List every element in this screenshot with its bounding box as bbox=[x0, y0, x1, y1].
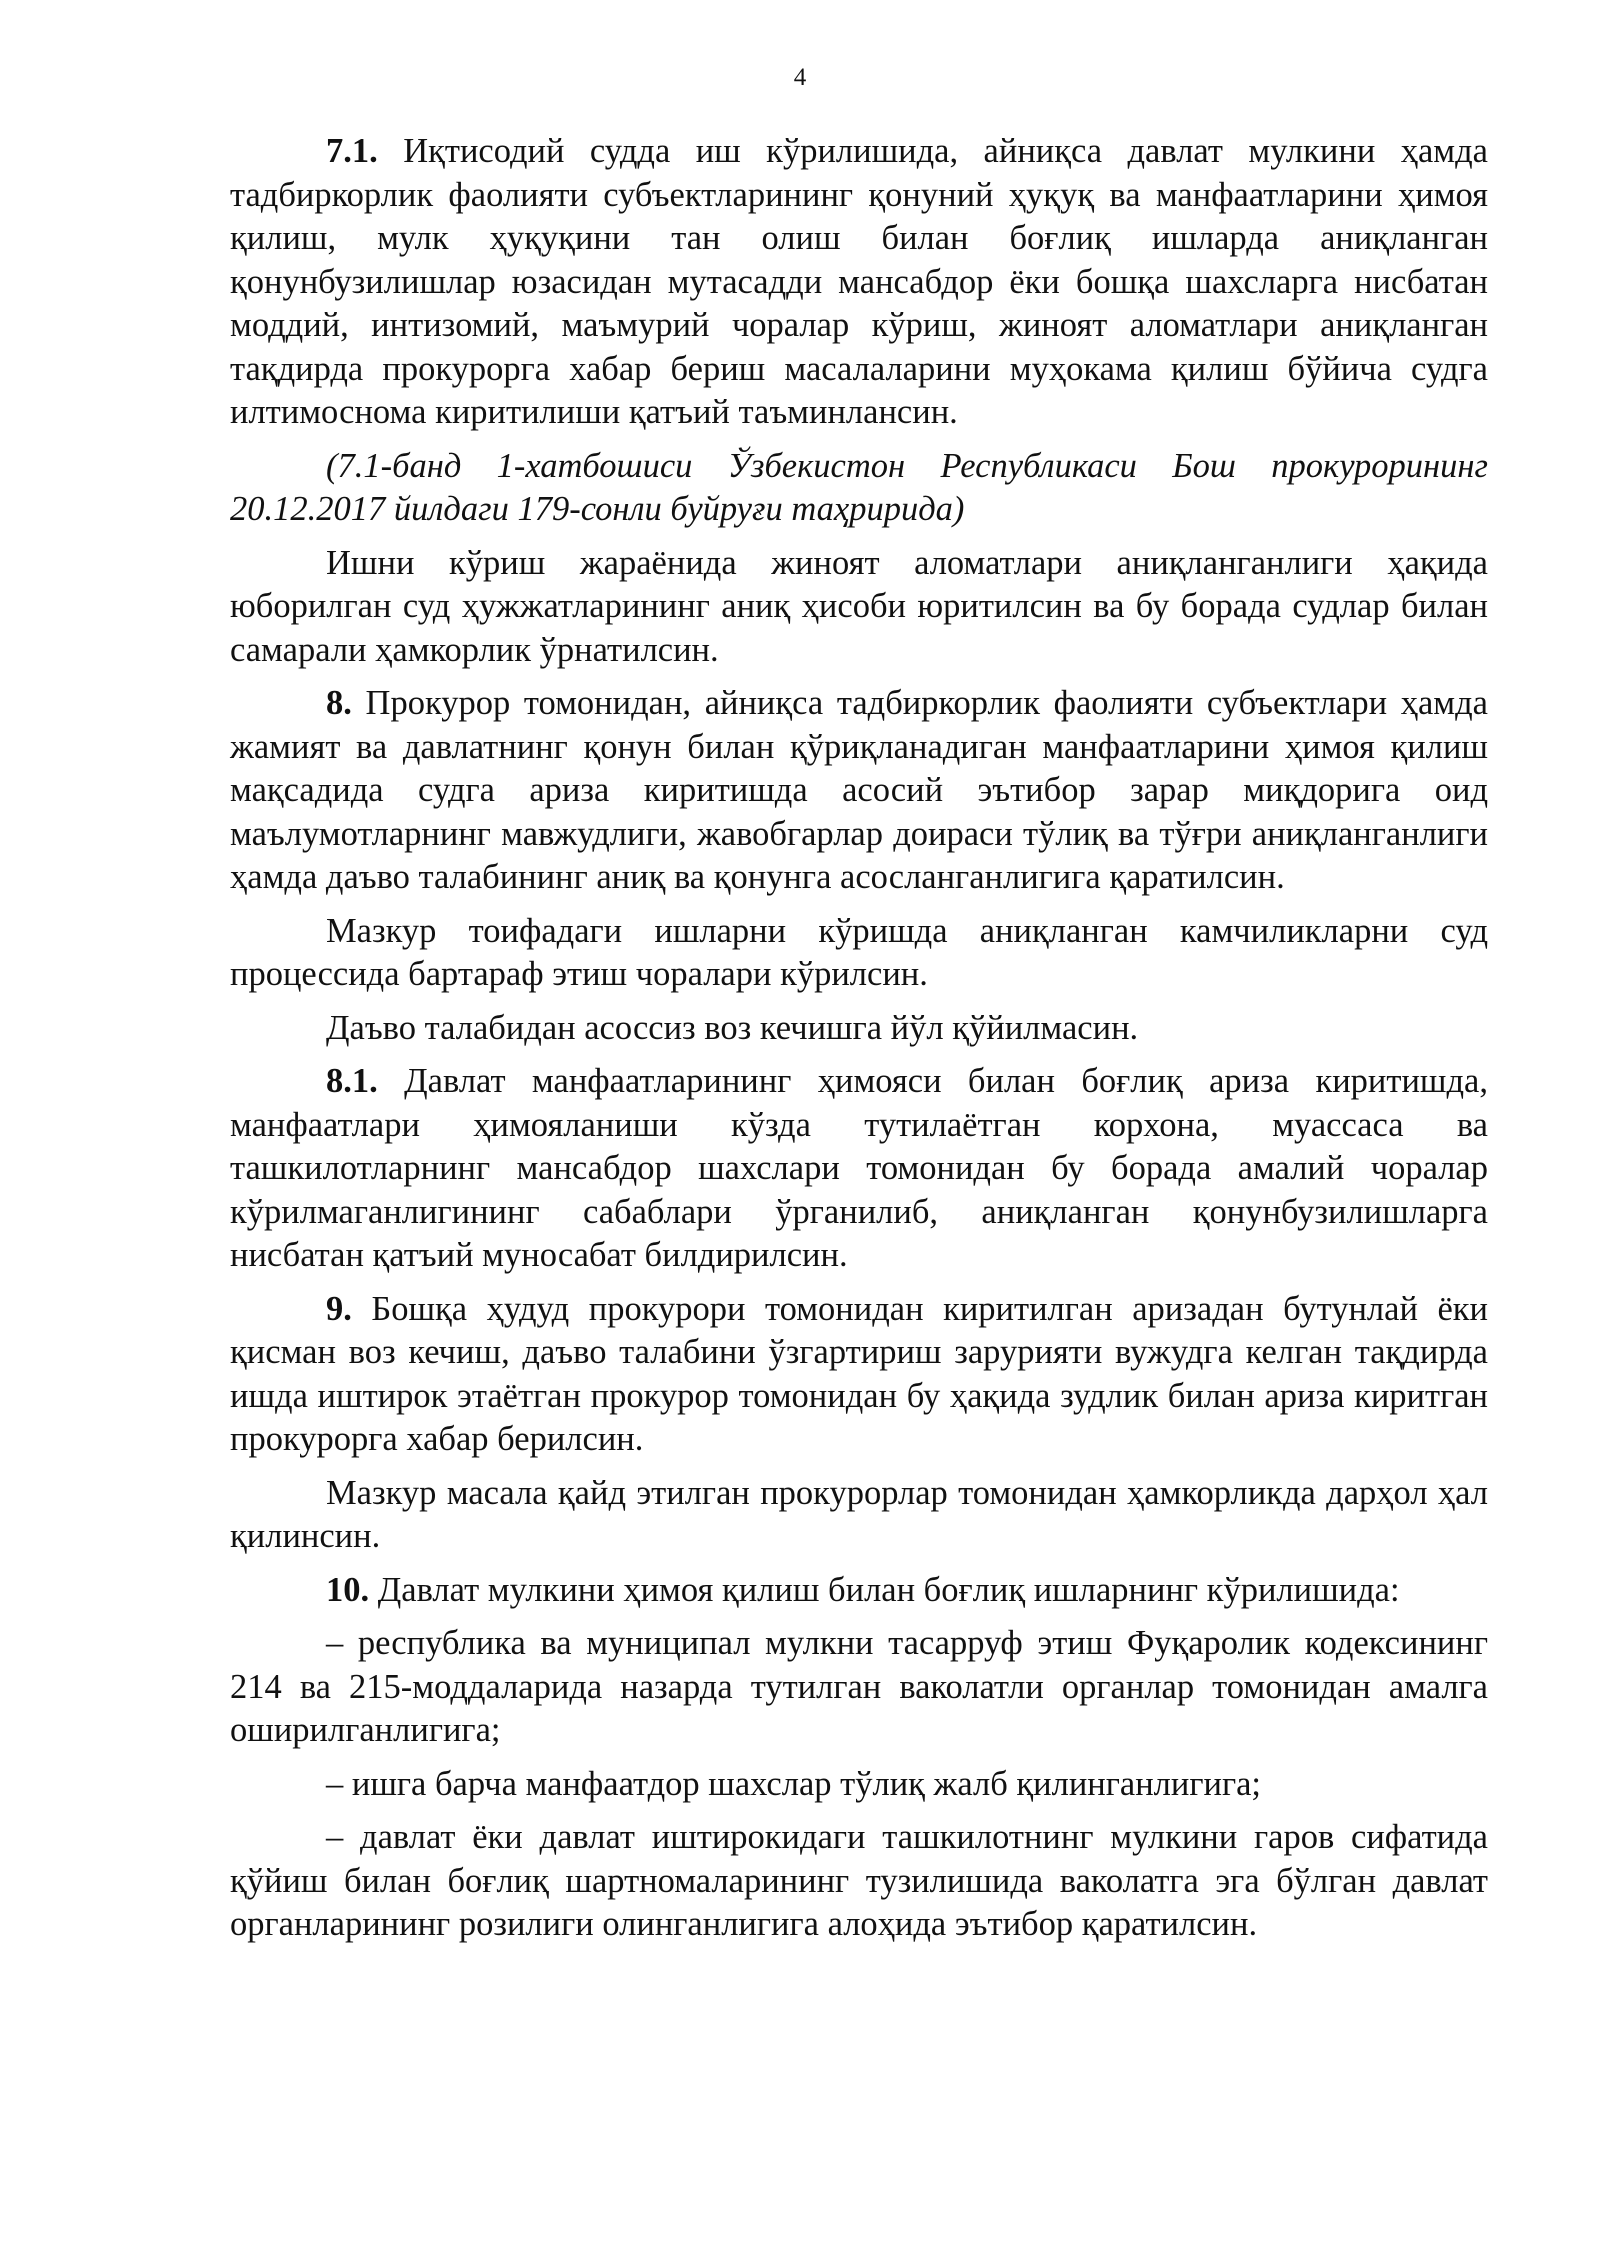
list-item bbox=[230, 1622, 1488, 1753]
paragraph bbox=[230, 1472, 1488, 1559]
paragraph-7-1 bbox=[230, 130, 1488, 435]
paragraph-text: Прокурор томонидан, айниқса тадбиркорлик фаолияти субъектлари ҳамда жамият ва давлатнинг қонун билан қўриқланадиган манфаатларини ҳимоя қилиш мақсадида судга ариза киритишда асосий эътибор зарар миқдорига оид маълумотларнинг мавжудлиги, жавобгарлар доираси тўлиқ ва тўғри аниқланганлиги ҳамда даъво талабининг аниқ ва қонунга асосланганлигига қаратилсин. bbox=[230, 684, 1488, 896]
page-number: 4 bbox=[793, 64, 807, 91]
paragraph-text: (7.1-банд 1-хатбошиси Ўзбекистон Республикаси Бош прокурорининг 20.12.2017 йилдаги 179-сонли буйруғи таҳририда) bbox=[230, 446, 1488, 528]
paragraph-text: – давлат ёки давлат иштирокидаги ташкилотнинг мулкини гаров сифатида қўйиш билан боғлиқ шартномаларининг тузилишида ваколатга эга бўлган давлат органларининг розилиги олинганлигига алоҳида эътибор қаратилсин. bbox=[230, 1818, 1488, 1943]
paragraph-number: 8.1. bbox=[326, 1062, 378, 1100]
paragraph-text: Даъво талабидан асоссиз воз кечишга йўл қўйилмасин. bbox=[326, 1008, 1139, 1047]
paragraph bbox=[230, 1007, 1488, 1051]
paragraph-text: – республика ва муниципал мулкни тасарруф этиш Фуқаролик кодексининг 214 ва 215-моддаларида назарда тутилган ваколатли органлар томонидан амалга оширилганлигига; bbox=[230, 1624, 1488, 1749]
list-item bbox=[230, 1816, 1488, 1947]
editorial-note bbox=[230, 445, 1488, 532]
document-body bbox=[230, 130, 1488, 1957]
paragraph-8 bbox=[230, 682, 1488, 900]
paragraph-9 bbox=[230, 1288, 1488, 1462]
paragraph-10 bbox=[230, 1569, 1488, 1613]
paragraph bbox=[230, 910, 1488, 997]
paragraph-text: Иқтисодий судда иш кўрилишида, айниқса давлат мулкини ҳамда тадбиркорлик фаолияти субъектларининг қонуний ҳуқуқ ва манфаатларини ҳимоя қилиш, мулк ҳуқуқини тан олиш билан боғлиқ ишларда аниқланган қонунбузилишлар юзасидан мутасадди мансабдор ёки бошқа шахсларга нисбатан моддий, интизомий, маъмурий чоралар кўриш, жиноят аломатлари аниқланган тақдирда прокурорга хабар бериш масалаларини муҳокама қилиш бўйича судга илтимоснома киритилиши қатъий таъминлансин. bbox=[230, 132, 1488, 431]
paragraph-number: 9. bbox=[326, 1289, 352, 1328]
paragraph-text: Ишни кўриш жараёнида жиноят аломатлари аниқланганлиги ҳақида юборилган суд ҳужжатларининг аниқ ҳисоби юритилсин ва бу борада судлар билан самарали ҳамкорлик ўрнатилсин. bbox=[230, 543, 1488, 669]
paragraph-text: Давлат мулкини ҳимоя қилиш билан боғлиқ ишларнинг кўрилишида: bbox=[369, 1570, 1400, 1609]
paragraph-text: Мазкур тоифадаги ишларни кўришда аниқланган камчиликларни суд процессида бартараф этиш чоралари кўрилсин. bbox=[230, 911, 1488, 993]
paragraph-text: Давлат манфаатларининг ҳимояси билан боғлиқ ариза киритишда, манфаатлари ҳимояланиши кўзда тутилаётган корхона, муассаса ва ташкилотларнинг мансабдор шахслари томонидан бу борада амалий чоралар кўрилмаганлигининг сабаблари ўрганилиб, аниқланган қонунбузилишларга нисбатан қатъий муносабат билдирилсин. bbox=[230, 1062, 1488, 1274]
paragraph-number: 7.1. bbox=[326, 132, 378, 170]
paragraph-text: – ишга барча манфаатдор шахслар тўлиқ жалб қилинганлигига; bbox=[326, 1764, 1262, 1803]
paragraph-8-1 bbox=[230, 1060, 1488, 1278]
paragraph-number: 10. bbox=[326, 1570, 370, 1609]
paragraph-text: Мазкур масала қайд этилган прокурорлар томонидан ҳамкорликда дарҳол ҳал қилинсин. bbox=[230, 1473, 1488, 1555]
paragraph-text: Бошқа ҳудуд прокурори томонидан киритилган аризадан бутунлай ёки қисман воз кечиш, даъво талабини ўзгартириш зарурияти вужудга келган тақдирда ишда иштирок этаётган прокурор томонидан бу ҳақида зудлик билан ариза киритган прокурорга хабар берилсин. bbox=[230, 1289, 1488, 1458]
paragraph-number: 8. bbox=[326, 684, 352, 722]
paragraph bbox=[230, 542, 1488, 673]
list-item bbox=[230, 1763, 1488, 1807]
